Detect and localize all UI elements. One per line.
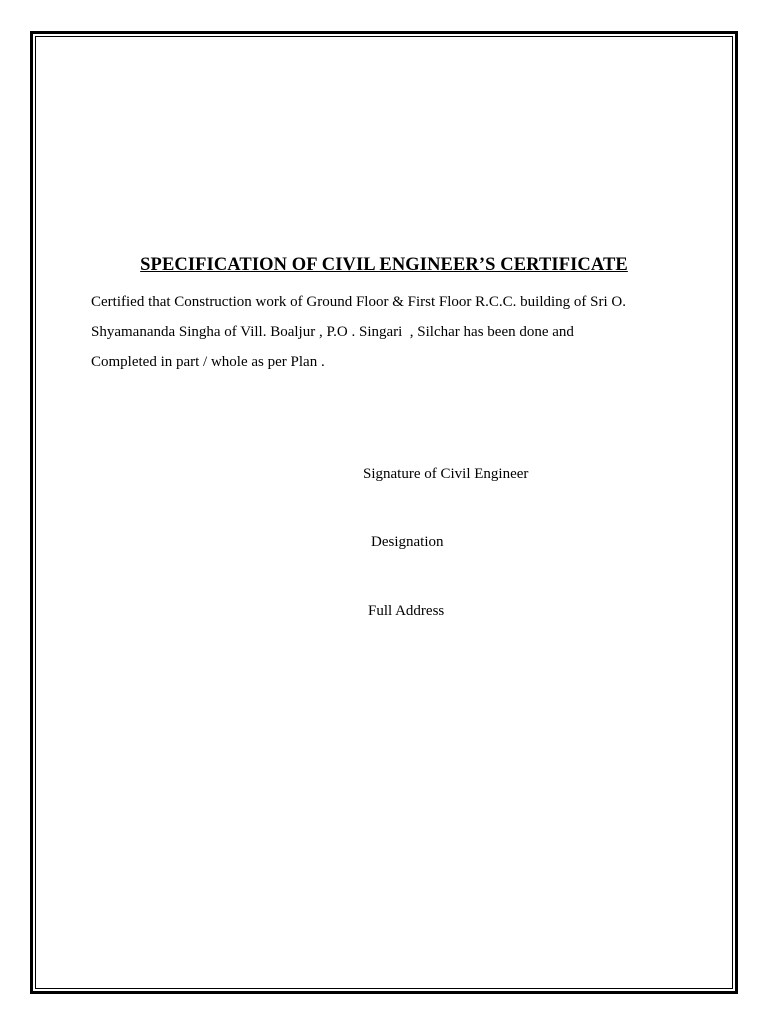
page-border-inner <box>35 36 733 989</box>
designation-label: Designation <box>371 534 444 550</box>
certificate-body-line-3: Completed in part / whole as per Plan . <box>91 354 325 370</box>
signature-label: Signature of Civil Engineer <box>363 466 529 482</box>
certificate-body-line-2: Shyamananda Singha of Vill. Boaljur , P.O . Singari , Silchar has been done and <box>91 324 574 340</box>
certificate-title: SPECIFICATION OF CIVIL ENGINEER’S CERTIFICATE <box>140 255 628 275</box>
certificate-body-line-1: Certified that Construction work of Ground Floor & First Floor R.C.C. building of Sri O. <box>91 294 626 310</box>
full-address-label: Full Address <box>368 603 445 619</box>
